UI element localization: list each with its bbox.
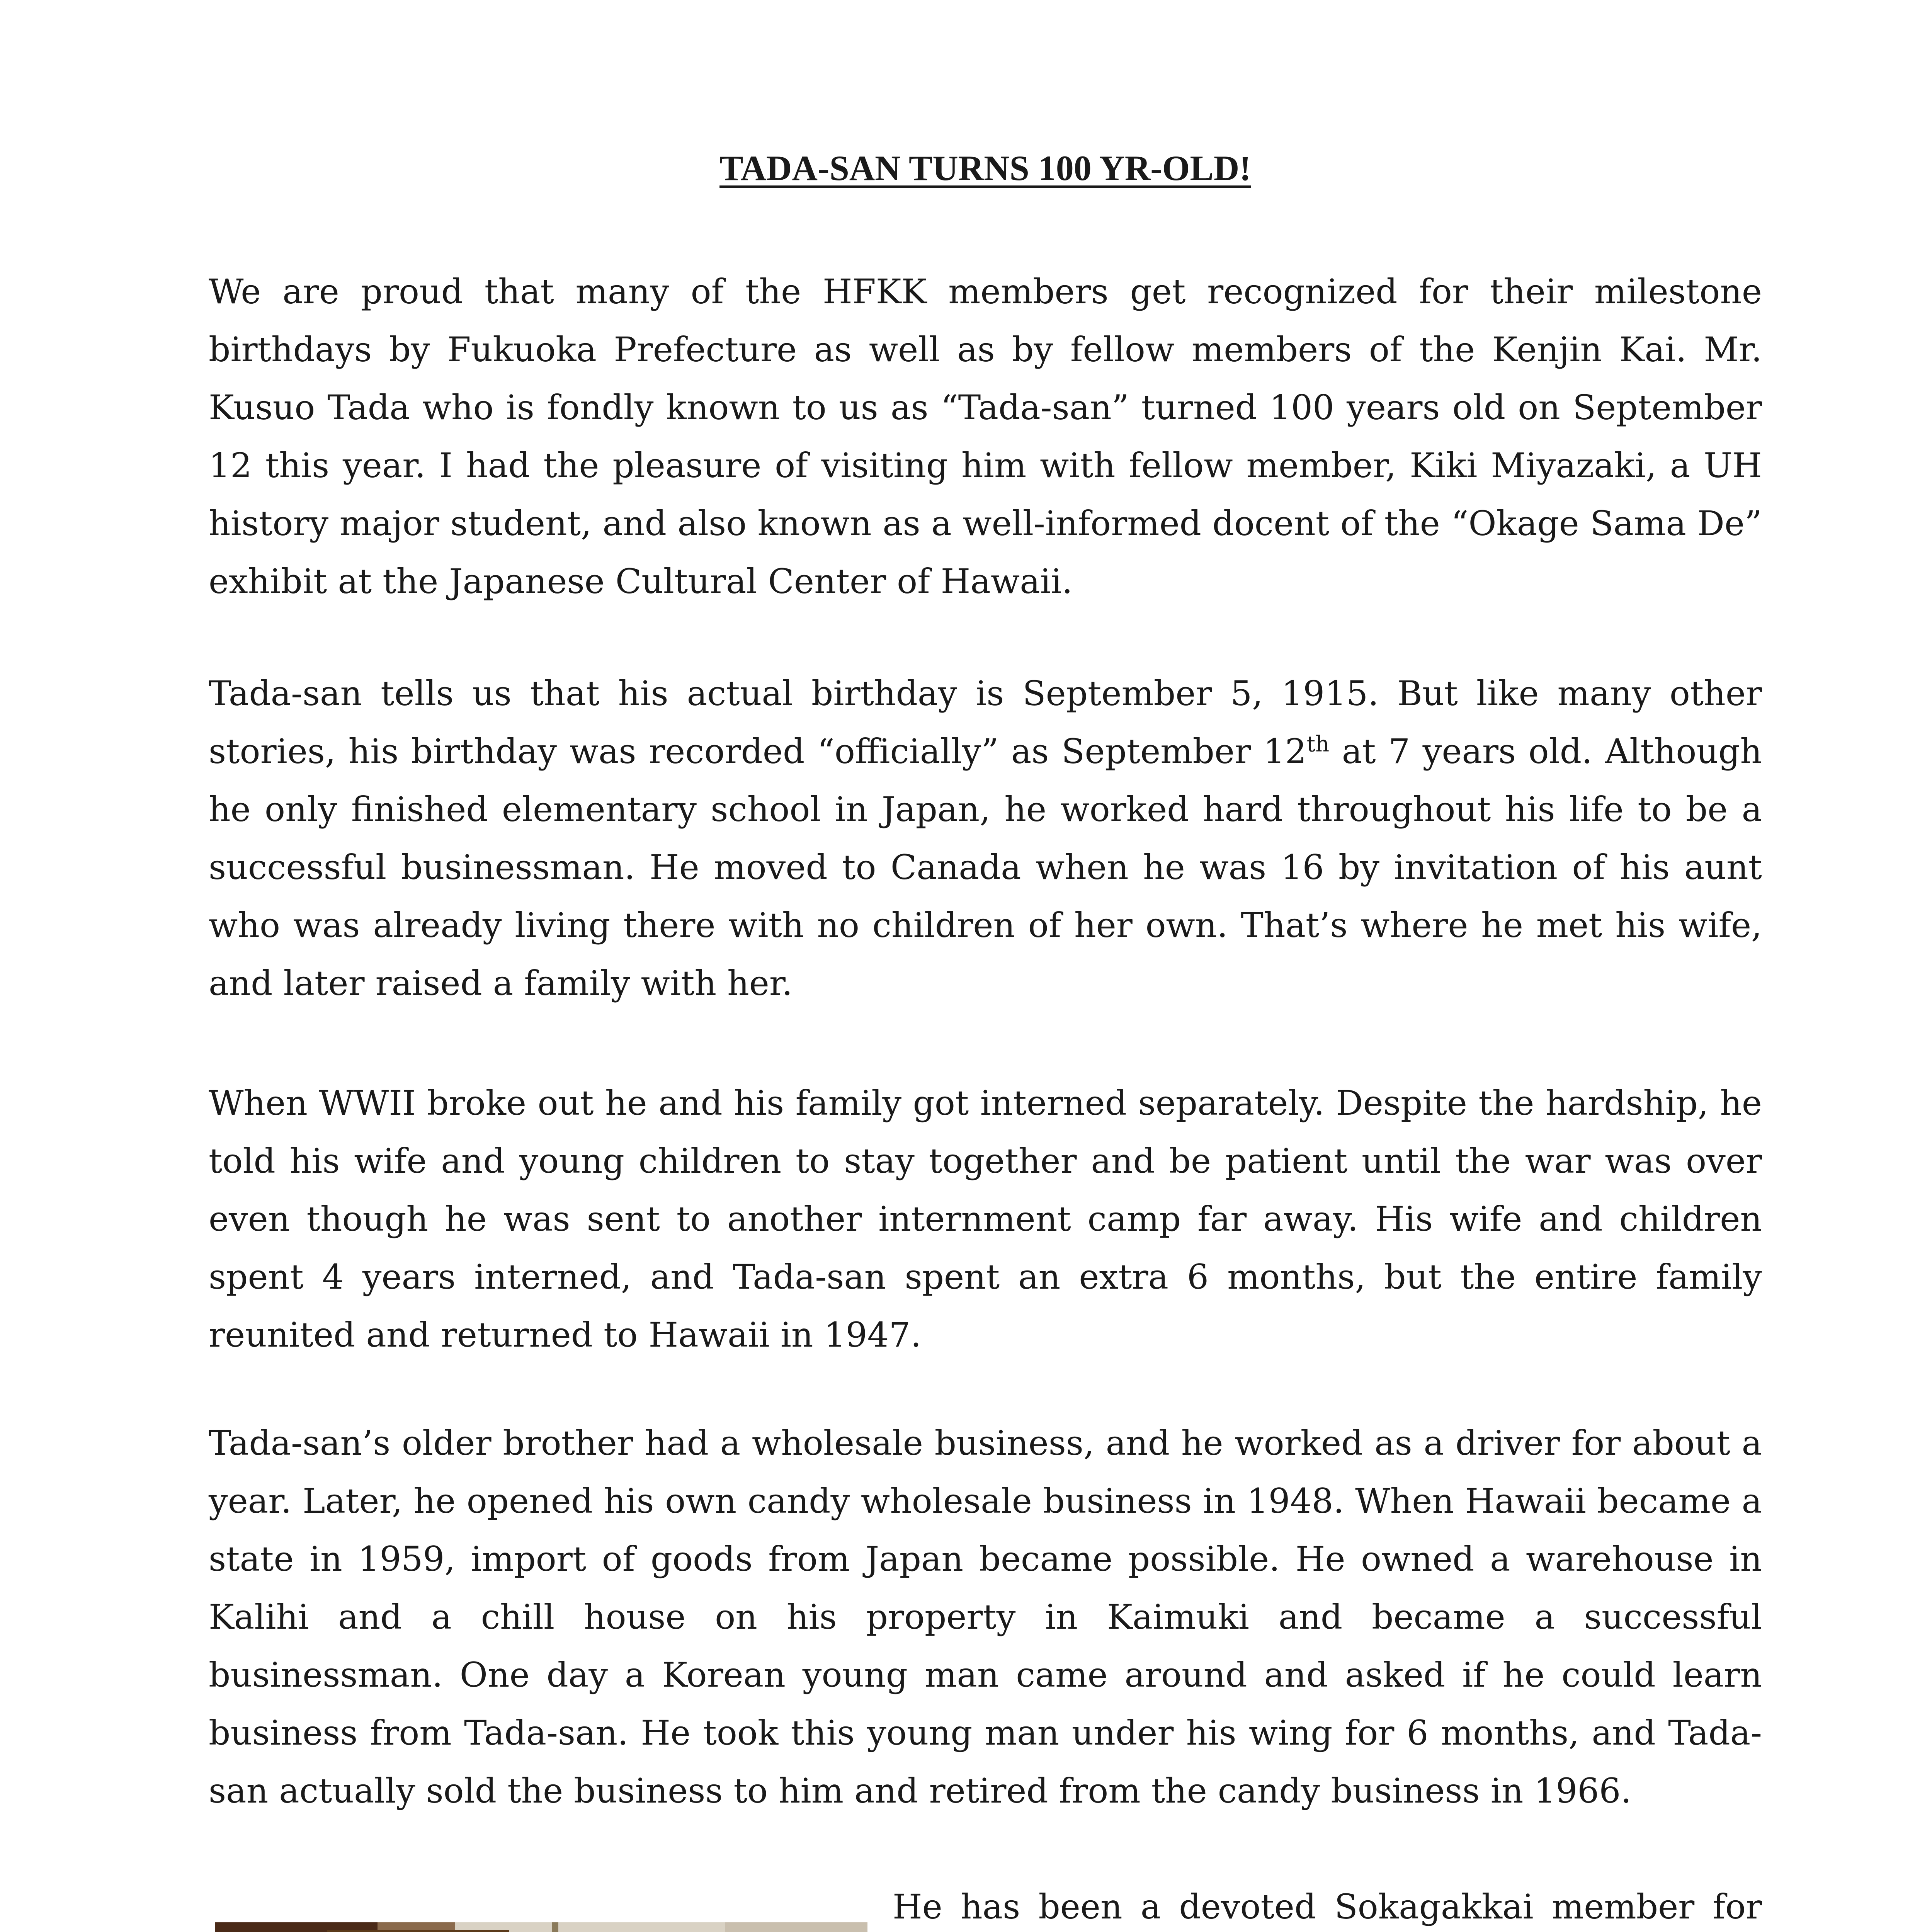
ordinal-suffix: th	[1306, 731, 1330, 757]
page-title: TADA-SAN TURNS 100 YR-OLD!	[719, 148, 1251, 188]
paragraph-business: Tada-san’s older brother had a wholesale business, and he worked as a driver for about a year. Later, he opened his own candy wholesale business in 1948. When Hawaii became a state in 1959, import of goods from Japan became possible. He owned a warehouse in Kalihi and a chill house on his property in Kaimuki and became a successful businessman. One day a Korean young man came around and asked if he could learn business from Tada-san. He took this young man under his wing for 6 months, and Tada-san actually sold the business to him and retired from the candy business in 1966.	[209, 1423, 1762, 1811]
paragraph-wwii: When WWII broke out he and his family got interned separately. Despite the hardship, he told his wife and young children to stay together and be patient until the war was over even though he was sent to another internment camp far away. His wife and children spent 4 years interned, and Tada-san spent an extra 6 months, but the entire family reunited and returned to Hawaii in 1947.	[209, 1083, 1762, 1355]
photo-illustration	[215, 1922, 867, 1932]
birthday-text-end: Although he only finished elementary school in Japan, he worked hard throughout his life to be a successful businessman. He moved to Canada when he was 16 by invitation of his aunt who was already living there with no children of her own. That’s where he met his wife, and later raised a family with her.	[209, 731, 1762, 1003]
birthday-text-start: Tada-san tells us that his actual birthday is September 5, 1915. But like many other stories, his birthday was recorded “officially” as September 12	[209, 673, 1762, 771]
photo-tada-san-and-visitor	[215, 1922, 867, 1932]
paragraph-sokagakkai: He has been a devoted Sokagakkai member for	[893, 1887, 1762, 1927]
paragraph-birthday	[209, 665, 1762, 1012]
birthday-text-mid: at 7 years old.	[1329, 731, 1605, 771]
paragraph-intro: We are proud that many of the HFKK members get recognized for their milestone birthdays by Fukuoka Prefecture as well as by fellow members of the Kenjin Kai. Mr. Kusuo Tada who is fondly known to us as “Tada-san” turned 100 years old on September 12 this year. I had the pleasure of visiting him with fellow member, Kiki Miyazaki, a UH history major student, and also known as a well-informed docent of the “Okage Sama De” exhibit at the Japanese Cultural Center of Hawaii.	[209, 272, 1762, 601]
